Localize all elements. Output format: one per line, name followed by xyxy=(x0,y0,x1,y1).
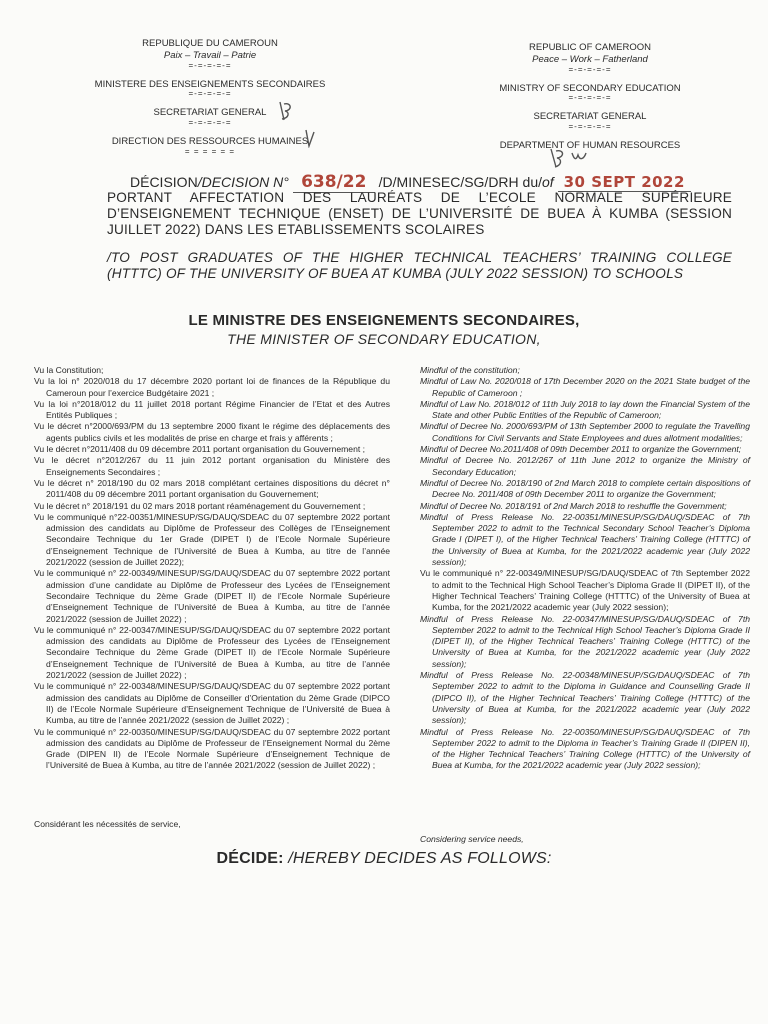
header-french xyxy=(90,38,330,157)
minister-heading-en: THE MINISTER OF SECONDARY EDUCATION, xyxy=(227,331,541,347)
recitals-english xyxy=(420,365,750,772)
recital-en: Mindful of Decree No. 2018/190 of 2nd March 2018 to complete certain dispositions of Decree No. 2011/408 of 09th December 2011 to organize the Government; xyxy=(420,477,750,500)
decides-heading xyxy=(0,850,768,868)
separator: =-=-=-=-= xyxy=(188,89,232,99)
separator: =-=-=-=-= xyxy=(568,64,612,74)
handwritten-initial-mark xyxy=(275,100,295,122)
recitals-french xyxy=(34,365,390,772)
recital-fr: Vu le communiqué n°22-00351/MINESUP/SG/DAUQ/SDEAC du 07 septembre 2022 portant admission des candidats au Diplôme de Professeur des Collèges de l’Enseignement Secondaire Technique du 1er Grade (DIPET I) de l’Ecole Normale Supérieure d’Enseignement Technique de l’Université de Buea à Kumba, au titre de l’année 2021/2022 (session de Juillet 2022); xyxy=(34,511,390,568)
direction-fr: DIRECTION DES RESSOURCES HUMAINES xyxy=(111,135,309,147)
ministry-en: MINISTRY OF SECONDARY EDUCATION xyxy=(499,82,681,94)
motto-en: Peace – Work – Fatherland xyxy=(532,53,648,65)
recital-fr: Vu le communiqué n° 22-00350/MINESUP/SG/DAUQ/SDEAC du 07 septembre 2022 portant admission des candidats au Diplôme de Professeur de l’Enseignement Normal du 2ème Grade (DIPEN II) de l’Ecole Normale Supérieure d’Enseignement Technique de l’Université de Buea à Kumba, au titre de l’année 2021/2022 (session de Juillet 2022) ; xyxy=(34,726,390,771)
recital-en: Mindful of Press Release No. 22-00348/MINESUP/SG/DAUQ/SDEAC of 7th September 2022 to admit to the Diploma in Guidance and Counselling Grade II (DIPCO II), of the Higher Technical Teachers’ Training College (HTTTC) of the University of Buea at Kumba, for the 2021/2022 academic year (July 2022 session); xyxy=(420,670,750,726)
handwritten-initial-mark xyxy=(303,128,317,148)
recital-en: Mindful of Decree No. 2012/267 of 11th June 2012 to organize the Ministry of Secondary Education; xyxy=(420,455,750,477)
recital-en: Mindful of Press Release No. 22-00350/MINESUP/SG/DAUQ/SDEAC of 7th September 2022 to admit to the Diploma in Teacher’s Training Grade II (DIPEN II), of the Higher Technical Teachers’ Training College (HTTTC) of the University of Buea at Kumba, for the 2021/2022 academic year (July 2022 session); xyxy=(420,726,750,771)
header-english xyxy=(480,42,700,152)
recital-fr: Vu la loi n° 2020/018 du 17 décembre 2020 portant loi de finances de la République du Cameroun pour l’exercice Budgétaire 2021 ; xyxy=(34,376,390,398)
recital-fr: Vu le communiqué n° 22-00349/MINESUP/SG/DAUQ/SDEAC du 07 septembre 2022 portant admission d’une candidate au Diplôme de Professeur des Lycées de l’Enseignement Secondaire Technique du 2ème Grade (DIPET II) de l’Ecole Normale Supérieure d’Enseignement Technique de l’Université de Buea à Kumba, au titre de l’année 2021/2022 (session de Juillet 2022) ; xyxy=(34,568,390,624)
separator: =-=-=-=-= xyxy=(568,93,612,103)
recital-en: Mindful of Law No. 2018/012 of 11th July 2018 to lay down the Financial System of the State and other Public Entities of the Republic of Cameroon; xyxy=(420,398,750,421)
republic-fr: REPUBLIQUE DU CAMEROUN xyxy=(142,38,278,49)
recital-fr: Vu le décret n° 2018/191 du 02 mars 2018 portant réaménagement du Gouvernement ; xyxy=(34,500,366,511)
recital-fr: Vu le décret n°2012/267 du 11 juin 2012 portant organisation du Ministère des Enseignements Secondaires ; xyxy=(34,455,390,477)
recital-en: Mindful of the constitution; xyxy=(420,365,520,375)
decision-title-en: /TO POST GRADUATES OF THE HIGHER TECHNICAL TEACHERS’ TRAINING COLLEGE (HTTTC) OF THE UNIVERSITY OF BUEA AT KUMBA (JULY 2022 SESSION) TO SCHOOLS xyxy=(107,250,732,281)
recital-en: Mindful of Law No. 2020/018 of 17th December 2020 on the 2021 State budget of the Republic of Cameroon ; xyxy=(420,376,750,398)
separator: =-=-=-=-= xyxy=(568,122,612,132)
secretariat-en: SECRETARIAT GENERAL xyxy=(533,111,647,123)
decision-of-label: of xyxy=(542,174,554,190)
recital-fr: Vu le décret n°2011/408 du 09 décembre 2011 portant organisation du Gouvernement ; xyxy=(34,444,366,455)
recital-en: Mindful of Decree No. 2000/693/PM of 13th September 2000 to regulate the Travelling Conditions for Civil Servants and State Employees and dues allotment modalities; xyxy=(420,421,750,443)
decision-label-fr: DÉCISION xyxy=(130,174,198,190)
ministry-fr: MINISTERE DES ENSEIGNEMENTS SECONDAIRES xyxy=(94,78,326,90)
decision-date: 30 SEPT 2022 xyxy=(558,173,691,192)
recital-en: Mindful of Decree No. 2018/191 of 2nd March 2018 to reshuffle the Government; xyxy=(420,500,727,511)
department-en: DEPARTMENT OF HUMAN RESOURCES xyxy=(499,139,681,151)
considering-fr: Considérant les nécessités de service, xyxy=(34,819,181,829)
recital-fr: Vu le décret n°2000/693/PM du 13 septembre 2000 fixant le régime des déplacements des agents publics civils et les modalités de prise en charge et frais y afférents ; xyxy=(34,421,390,443)
decides-en: /HEREBY DECIDES AS FOLLOWS: xyxy=(283,850,552,867)
considering-en: Considering service needs, xyxy=(420,834,524,844)
recital-fr: Vu le décret n° 2018/190 du 02 mars 2018 complétant certaines dispositions du décret n° 2011/408 du 09 décembre 2011 portant organisation du Gouvernement; xyxy=(34,477,390,500)
decision-number: 638/22 xyxy=(293,172,375,193)
handwritten-signature-mark xyxy=(548,145,588,171)
recital-en: Vu le communiqué n° 22-00349/MINESUP/SG/DAUQ/SDEAC of 7th September 2022 to admit to the Technical High School Teacher’s Diploma Grade II (DIPET II), of the Higher Technical Teachers’ Training College (HTTTC) of the University of Buea at Kumba, for the 2021/2022 academic year (July 2022 session); xyxy=(420,568,750,613)
recital-en: Mindful of Press Release No. 22-00351/MINESUP/SG/DAUQ/SDEAC of 7th September 2022 to admit to the Technical Secondary School Teacher’s Diploma Grade I (DIPET I), of the Higher Technical Teachers’ Training College (HTTTC) of the University of Buea at Kumba, for the 2021/2022 academic year (July 2022 session); xyxy=(420,511,750,568)
recital-fr: Vu le communiqué n° 22-00348/MINESUP/SG/DAUQ/SDEAC du 07 septembre 2022 portant admission des candidats au Diplôme de Conseiller d’Orientation du 2ème Grade (DIPCO II) de l’Ecole Normale Supérieure d’Enseignement Technique de l’Université de Buea à Kumba, au titre de l’année 2021/2022 (session de Juillet 2022) ; xyxy=(34,681,390,726)
republic-en: REPUBLIC OF CAMEROON xyxy=(529,42,651,53)
recital-fr: Vu la loi n°2018/012 du 11 juillet 2018 portant Régime Financier de l’Etat et des Autres Entités Publiques ; xyxy=(34,398,390,421)
decision-reference: /D/MINESEC/SG/DRH du/ xyxy=(378,174,543,190)
separator: = = = = = = xyxy=(184,146,236,156)
secretariat-fr: SECRETARIAT GENERAL xyxy=(153,107,267,119)
recital-en: Mindful of Decree No.2011/408 of 09th December 2011 to organize the Government; xyxy=(420,444,742,455)
recital-fr: Vu la Constitution; xyxy=(34,365,104,375)
recital-en: Mindful of Press Release No. 22-00347/MINESUP/SG/DAUQ/SDEAC of 7th September 2022 to admit to the Technical High School Teacher’s Diploma Grade II (DIPET II), of the Higher Technical Teachers’ Training College (HTTTC) of the University of Buea at Kumba, for the 2021/2022 academic year (July 2022 session); xyxy=(420,613,750,669)
decision-label-en: /DECISION N° xyxy=(197,174,289,190)
recital-fr: Vu le communiqué n° 22-00347/MINESUP/SG/DAUQ/SDEAC du 07 septembre 2022 portant admission des candidats au Diplôme de Professeur des Lycées de l’Enseignement Secondaire Technique du 2ème Grade (DIPET II) de l’Ecole Normale Supérieure d’Enseignement Technique de l’Université de Buea à Kumba, au titre de l’année 2021/2022 (session de Juillet 2022) ; xyxy=(34,624,390,681)
separator: =-=-=-=-= xyxy=(188,118,232,128)
minister-heading-fr: LE MINISTRE DES ENSEIGNEMENTS SECONDAIRES, xyxy=(188,312,580,329)
decision-title-fr: PORTANT AFFECTATION DES LAURÉATS DE L’ECOLE NORMALE SUPÉRIEURE D’ENSEIGNEMENT TECHNIQUE (ENSET) DE L’UNIVERSITÉ DE BUEA À KUMBA (SESSION JUILLET 2022) DANS LES ETABLISSEMENTS SCOLAIRES xyxy=(107,190,732,237)
decides-fr: DÉCIDE: xyxy=(216,850,284,867)
motto-fr: Paix – Travail – Patrie xyxy=(163,49,257,61)
separator: =-=-=-=-= xyxy=(188,60,232,70)
